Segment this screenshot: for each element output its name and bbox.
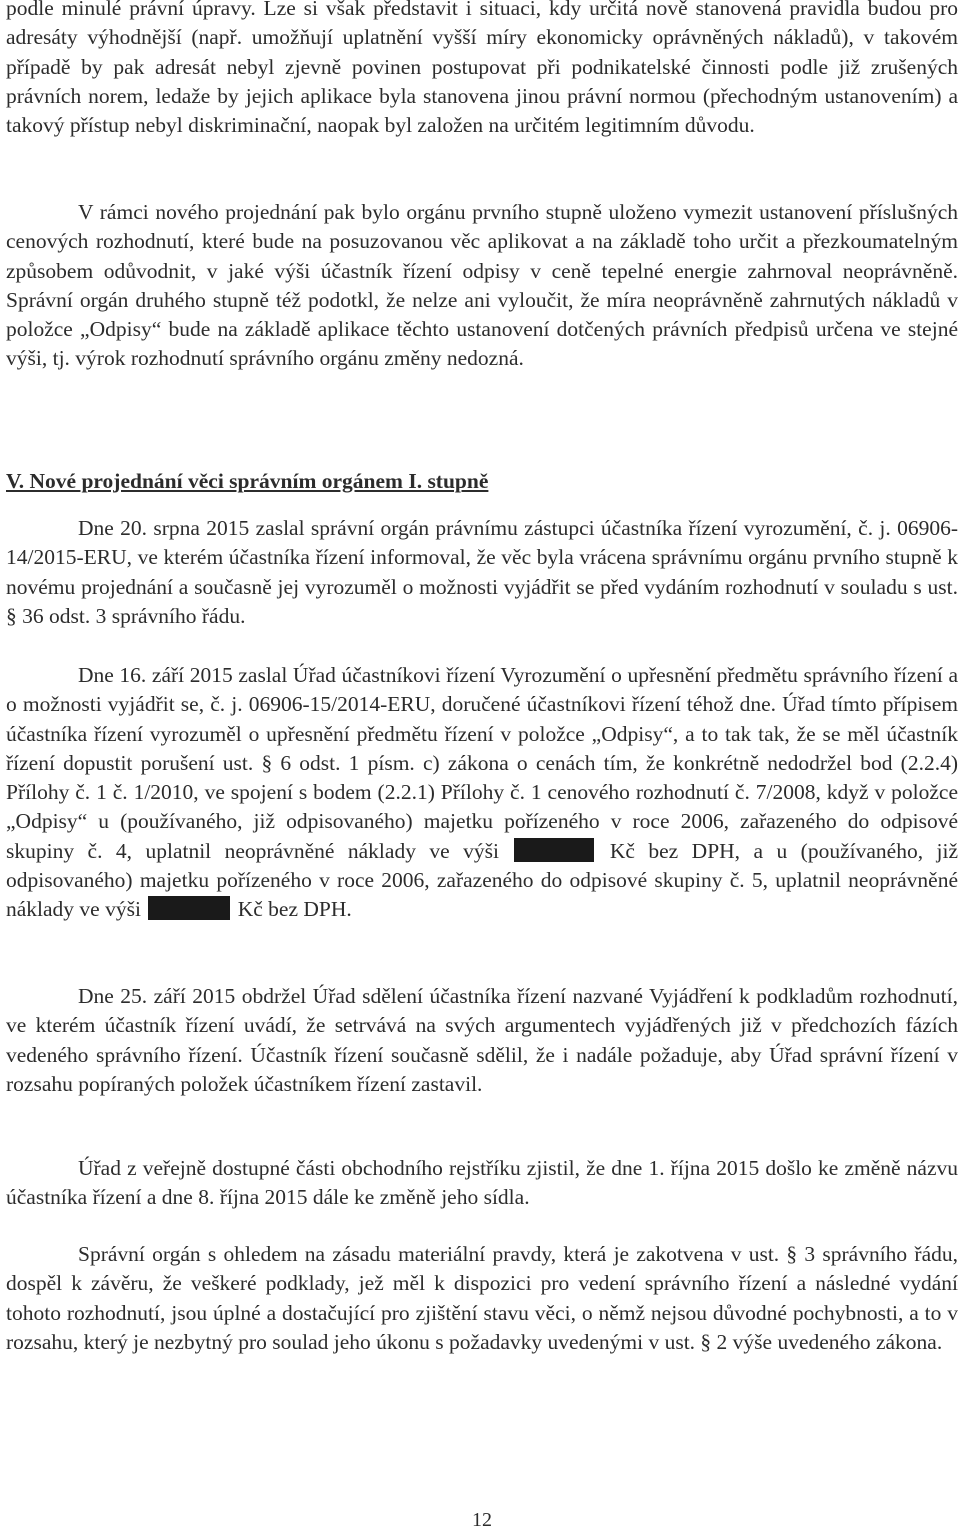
august-notice-paragraph: Dne 20. srpna 2015 zaslal správní orgán právnímu zástupci účastníka řízení vyrozumění, č. j. 06906-14/2015-ERU, ve kterém účastníka řízení informoval, že věc byla vrácena správnímu orgánu prvního stupně k novému projednání a současně jej vyrozuměl o možnosti vyjádřit se před vydáním rozhodnutí v souladu s ust. § 36 odst. 3 správního řádu. — [6, 516, 958, 628]
redacted-amount-2 — [148, 896, 230, 920]
document-page — [6, 0, 958, 1530]
september-25-paragraph: Dne 25. září 2015 obdržel Úřad sdělení účastníka řízení nazvané Vyjádření k podkladům rozhodnutí, ve kterém účastník řízení uvádí, že setrvává na svých argumentech vyjádřených již v předchozích fázích vedeného správního řízení. Účastník řízení současně sdělil, že i nadále požaduje, aby Úřad správní řízení v rozsahu popíraných položek účastníkem řízení zastavil. — [6, 984, 958, 1096]
september-16-paragraph — [6, 661, 958, 925]
redacted-amount-1 — [514, 838, 594, 862]
september-16-text-part2: Kč bez DPH, a u (používaného, již odpisovaného) majetku pořízeného v roce 2006, zařazeného do odpisové skupiny č. 5, uplatnil neoprávněné náklady ve výši — [6, 838, 959, 922]
remand-paragraph: V rámci nového projednání pak bylo orgánu prvního stupně uloženo vymezit ustanovení příslušných cenových rozhodnutí, které bude na posuzovanou věc aplikovat a na základě toho určit a přezkoumatelným způsobem odůvodnit, v jaké výši účastník řízení odpisy v ceně tepelné energie zahrnoval neoprávněně. Správní orgán druhého stupně též podotkl, že nelze ani vyloučit, že míra neoprávněně zahrnutých nákladů v položce „Odpisy“ bude na základě aplikace těchto ustanovení dotčených právních předpisů určena ve stejné výši, tj. výrok rozhodnutí správního orgánu změny nedozná. — [6, 200, 958, 371]
commercial-register-paragraph: Úřad z veřejně dostupné části obchodního rejstříku zjistil, že dne 1. října 2015 došlo ke změně názvu účastníka řízení a dne 8. října 2015 dále ke změně jeho sídla. — [6, 1156, 958, 1210]
intro-paragraph: podle minulé právní úpravy. Lze si však představit i situaci, kdy určitá nově stanovená pravidla budou pro adresáty výhodnější (např. umožňují uplatnění vyšší míry ekonomicky oprávněných nákladů), v takovém případě by pak adresát nebyl zjevně povinen postupovat při podnikatelské činnosti podle již zrušených právních norem, ledaže by jejich aplikace byla stanovena jinou právní normou (přechodným ustanovením) a takový přístup nebyl diskriminační, naopak byl založen na určitém legitimním důvodu. — [6, 0, 958, 138]
material-truth-paragraph: Správní orgán s ohledem na zásadu materiální pravdy, která je zakotvena v ust. § 3 správního řádu, dospěl k závěru, že veškeré podklady, jež měl k dispozici pro vedení správního řízení a následné vydání tohoto rozhodnutí, jsou úplné a dostačující pro zjištění stavu věci, o němž nejsou důvodné pochybnosti, a to v rozsahu, který je nezbytný pro soulad jeho úkonu s požadavky uvedenými v ust. § 2 výše uvedeného zákona. — [6, 1242, 958, 1354]
section-heading: V. Nové projednání věci správním orgánem I. stupně — [6, 469, 489, 493]
page-number: 12 — [472, 1509, 492, 1531]
september-16-text-part3: Kč bez DPH. — [237, 897, 352, 922]
september-16-text-part1: Dne 16. září 2015 zaslal Úřad účastníkovi řízení Vyrozumění o upřesnění předmětu správního řízení a o možnosti vyjádřit se, č. j. 06906-15/2014-ERU, doručené účastníkovi řízení téhož dne. Úřad tímto přípisem účastníka řízení vyrozuměl o upřesnění předmětu řízení v položce „Odpisy“, a to tak tak, že se měl účastník řízení dopustit porušení ust. § 6 odst. 1 písm. c) zákona o cenách tím, že konkrétně nedodržel bod (2.2.4) Přílohy č. 1 č. 1/2010, ve spojení s bodem (2.2.1) Přílohy č. 1 cenového rozhodnutí č. 7/2008, když v položce „Odpisy“ u (používaného, již odpisovaného) majetku pořízeného v roce 2006, zařazeného do odpisové skupiny č. 4, uplatnil neoprávněné náklady ve výši — [6, 663, 958, 863]
